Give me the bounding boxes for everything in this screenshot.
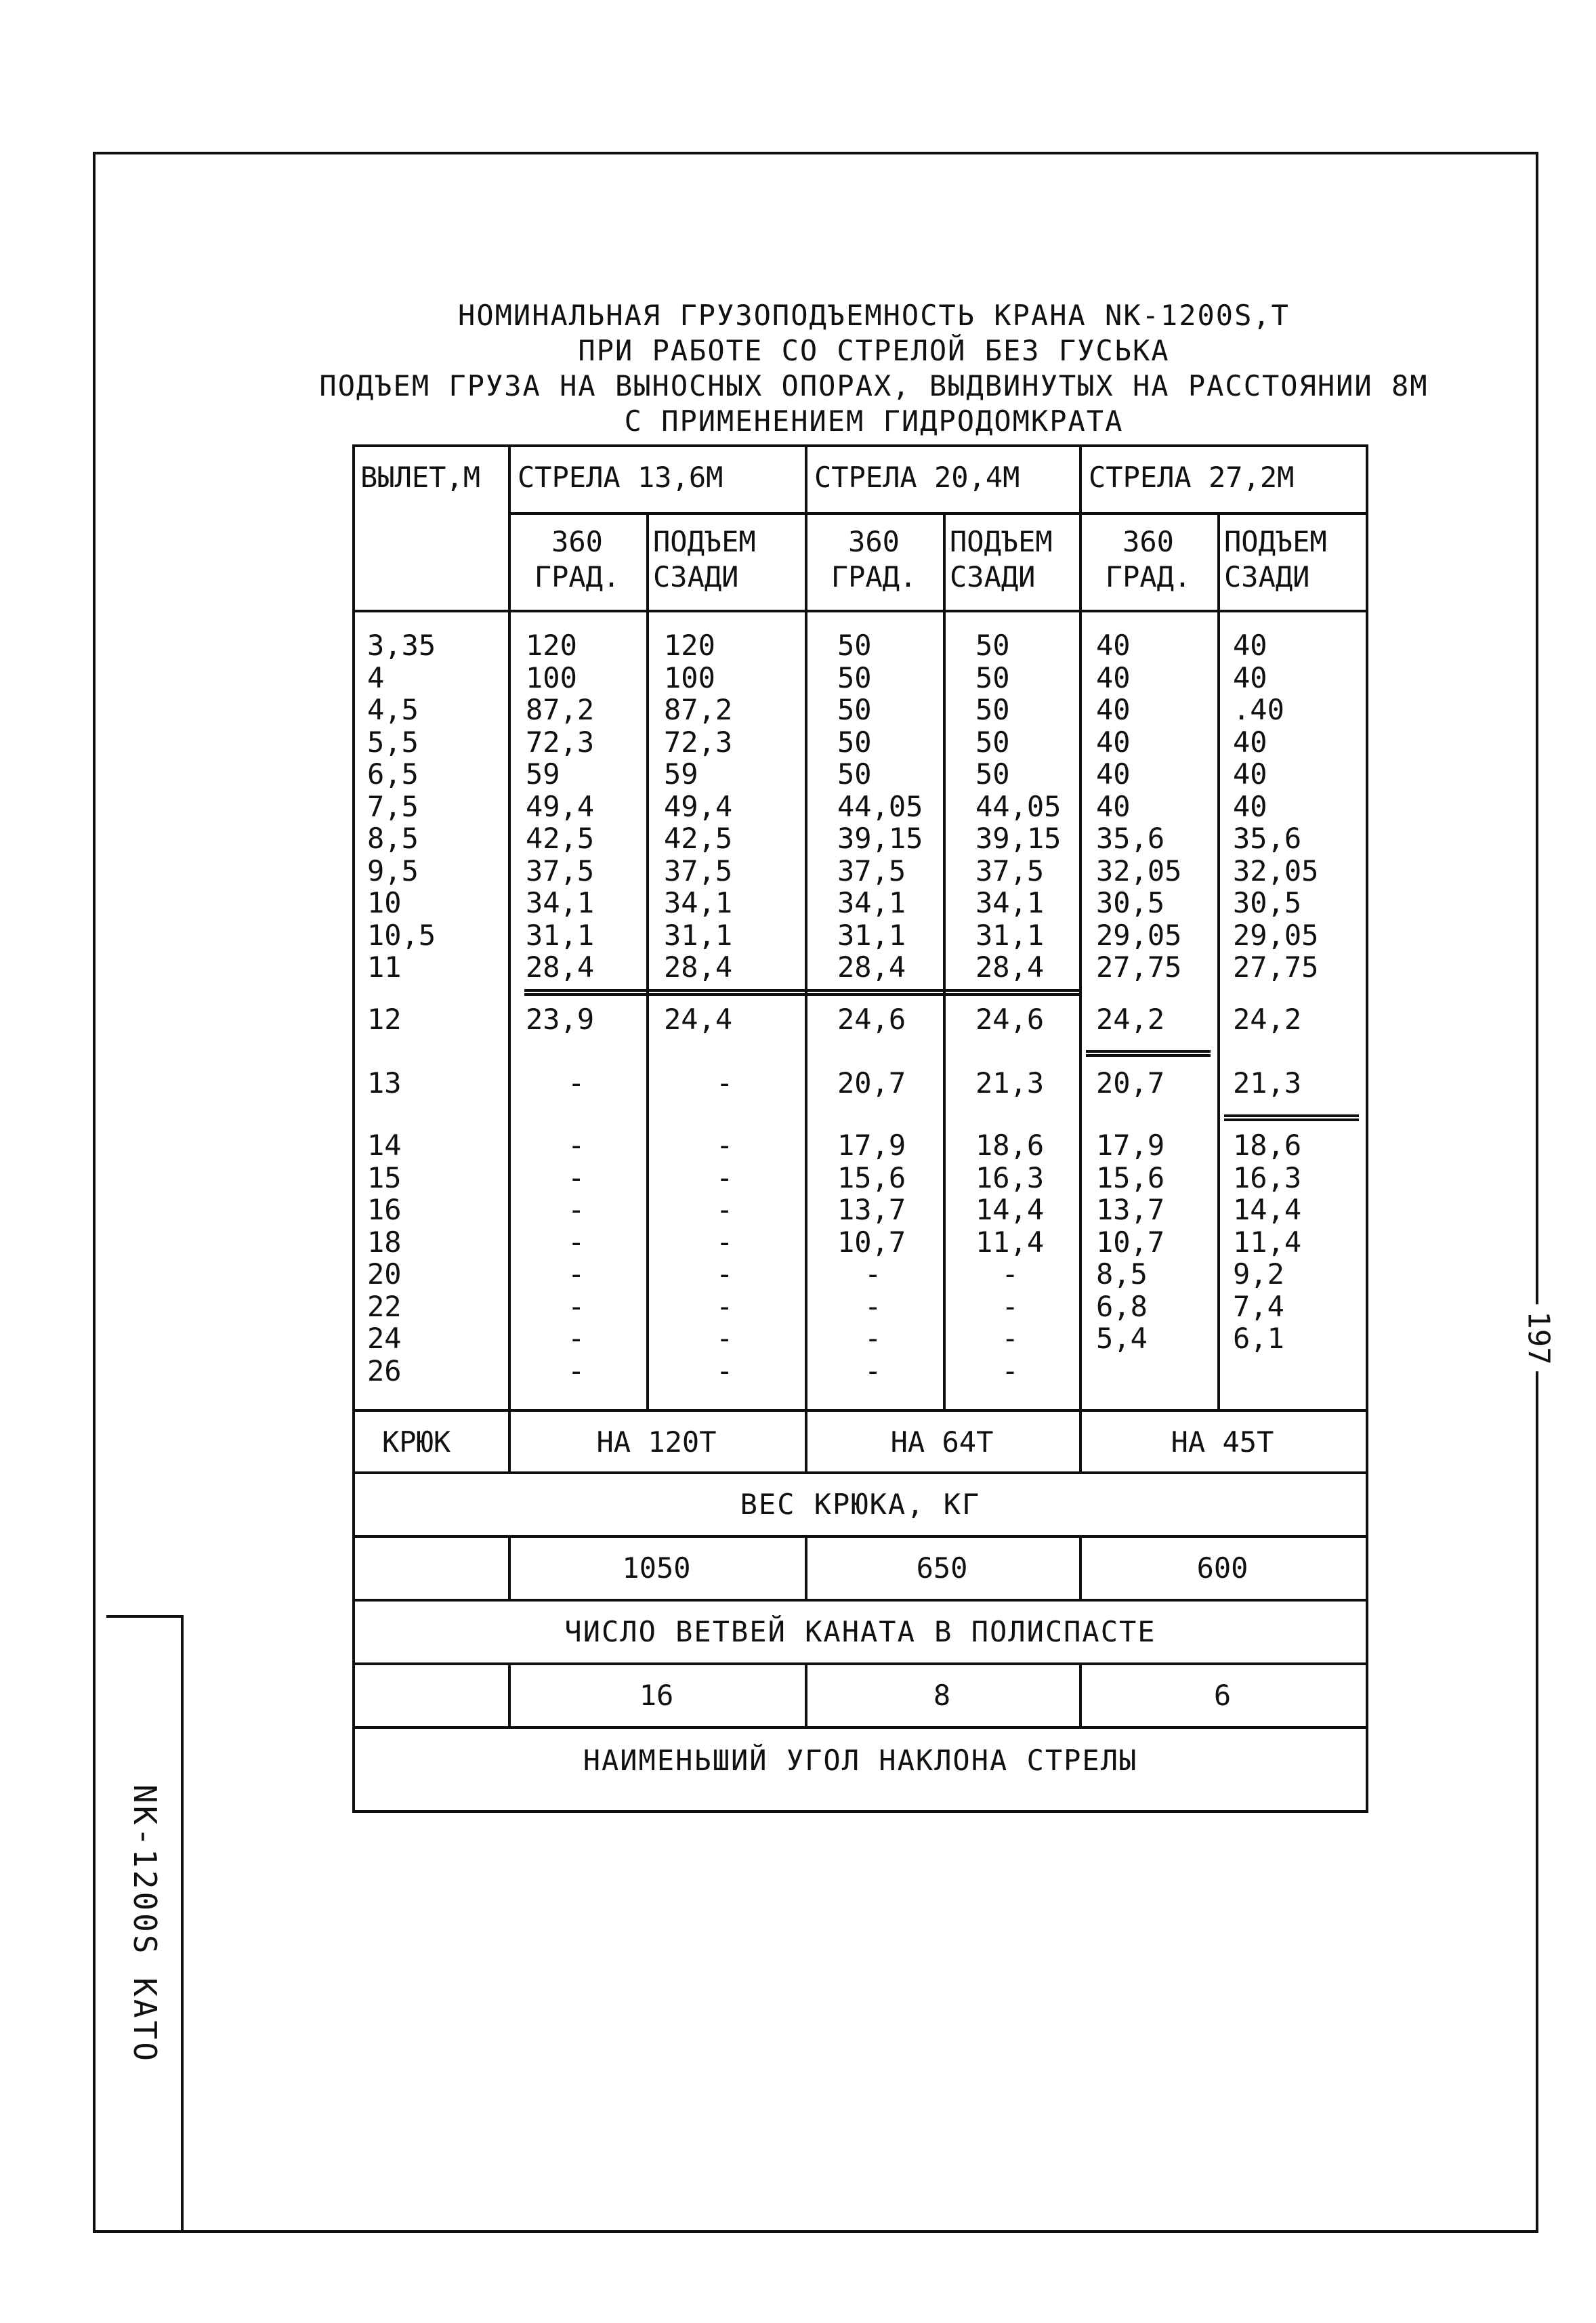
table-cell: 24,6 [837,1003,906,1036]
title-line-4: С ПРИМЕНЕНИЕМ ГИДРОДОМКРАТА [624,404,1124,438]
table-cell: - [864,1257,882,1291]
table-cell: 11,4 [1233,1225,1302,1259]
table-cell: 23,9 [526,1003,595,1036]
table-cell: 87,2 [526,693,595,726]
table-cell: 24,2 [1233,1003,1302,1036]
table-cell: 40 [1096,789,1131,823]
radius-cell: 4 [367,661,385,694]
table-cell: 14,4 [975,1193,1045,1226]
table-cell: 16,3 [1233,1160,1302,1194]
table-cell: 29,05 [1096,918,1182,952]
table-cell: 7,4 [1233,1289,1284,1323]
table-cell: 10,7 [1096,1225,1165,1259]
table-cell: 49,4 [664,789,733,823]
table-cell: - [864,1354,882,1387]
table-cell: 13,7 [837,1193,906,1226]
table-cell: 34,1 [837,886,906,919]
table-cell: 31,1 [837,918,906,952]
rope-parts-value: 8 [933,1679,951,1712]
table-cell: - [864,1289,882,1323]
table-cell: 50 [975,757,1010,791]
table-cell: - [716,1322,734,1355]
radius-cell: 8,5 [367,822,419,855]
radius-cell: 16 [367,1193,402,1226]
rope-parts-value: 6 [1213,1679,1232,1712]
boom-header: СТРЕЛА 20,4М [814,461,1020,494]
table-cell: 50 [975,661,1010,694]
table-cell: - [568,1225,585,1259]
table-cell: 32,05 [1096,854,1182,887]
radius-cell: 15 [367,1160,402,1194]
limit-double-line [1086,1050,1211,1057]
table-cell: - [716,1289,734,1323]
min-angle-label: НАИМЕНЬШИЙ УГОЛ НАКЛОНА СТРЕЛЫ [583,1744,1138,1777]
table-cell: 15,6 [837,1160,906,1194]
table-cell: - [1001,1322,1019,1355]
table-cell: 50 [837,693,872,726]
table-cell: 8,5 [1096,1257,1148,1291]
col-divider [943,512,946,1409]
table-cell: - [568,1129,585,1162]
radius-cell: 3,35 [367,629,436,662]
hook-type: НА 120Т [596,1425,717,1459]
row-divider [355,1599,1366,1602]
table-cell: 37,5 [975,854,1045,887]
radius-cell: 20 [367,1257,402,1291]
table-cell: - [716,1193,734,1226]
page-number: 197 [1521,1304,1556,1371]
table-cell: - [716,1354,734,1387]
table-cell: - [716,1129,734,1162]
row-divider [355,1471,1366,1474]
table-cell: 72,3 [526,725,595,759]
table-cell: 39,15 [975,822,1062,855]
table-cell: 21,3 [1233,1066,1302,1100]
hook-weight-label: ВЕС КРЮКА, КГ [740,1488,981,1521]
table-cell: 24,6 [975,1003,1045,1036]
col-divider [646,512,649,1409]
radius-cell: 11 [367,950,402,984]
table-cell: 35,6 [1233,822,1302,855]
table-cell: 50 [975,725,1010,759]
table-cell: 5,4 [1096,1322,1148,1355]
table-cell: 40 [1233,629,1267,662]
table-cell: 40 [1096,693,1131,726]
table-cell: - [1001,1257,1019,1291]
radius-header: ВЫЛЕТ,М [360,461,481,494]
table-cell: 30,5 [1233,886,1302,919]
rope-parts-label: ЧИСЛО ВЕТВЕЙ КАНАТА В ПОЛИСПАСТЕ [564,1615,1156,1648]
table-cell: 37,5 [664,854,733,887]
table-cell: 100 [526,661,577,694]
sub-header-rear: ПОДЪЕМ СЗАДИ [653,525,756,593]
table-cell: - [568,1193,585,1226]
table-cell: 31,1 [664,918,733,952]
radius-cell: 6,5 [367,757,419,791]
sub-header-rear: ПОДЪЕМ СЗАДИ [950,525,1053,593]
table-cell: 17,9 [1096,1129,1165,1162]
table-cell: 35,6 [1096,822,1165,855]
table-cell: - [716,1225,734,1259]
sub-header-360: 360 ГРАД. [831,525,917,593]
table-cell: 34,1 [664,886,733,919]
table-cell: - [568,1160,585,1194]
table-cell: .40 [1233,693,1284,726]
table-cell: 39,15 [837,822,923,855]
table-cell: 37,5 [837,854,906,887]
table-cell: 11,4 [975,1225,1045,1259]
hook-label: КРЮК [382,1425,451,1459]
table-cell: 40 [1096,661,1131,694]
table-cell: 28,4 [526,950,595,984]
table-cell: 28,4 [837,950,906,984]
table-cell: 9,2 [1233,1257,1284,1291]
radius-cell: 12 [367,1003,402,1036]
radius-cell: 4,5 [367,693,419,726]
table-cell: - [864,1322,882,1355]
col-divider [1217,512,1220,1409]
radius-cell: 5,5 [367,725,419,759]
table-cell: 40 [1233,757,1267,791]
hook-type: НА 45Т [1171,1425,1274,1459]
row-divider [355,1662,1366,1665]
radius-cell: 7,5 [367,789,419,823]
sub-header-360: 360 ГРАД. [1105,525,1192,593]
table-cell: 17,9 [837,1129,906,1162]
table-cell: 100 [664,661,715,694]
table-cell: - [1001,1289,1019,1323]
hook-weight-value: 600 [1196,1551,1248,1585]
table-cell: 31,1 [975,918,1045,952]
table-cell: 27,75 [1096,950,1182,984]
table-cell: 6,8 [1096,1289,1148,1323]
hook-weight-value: 1050 [622,1551,691,1585]
boom-header: СТРЕЛА 13,6М [518,461,723,494]
radius-cell: 13 [367,1066,402,1100]
row-divider [355,1535,1366,1538]
radius-cell: 22 [367,1289,402,1323]
table-cell: 18,6 [975,1129,1045,1162]
row-divider [355,1726,1366,1729]
table-cell: 40 [1096,629,1131,662]
table-cell: 28,4 [664,950,733,984]
table-cell: 59 [526,757,560,791]
load-chart-table [352,444,1368,1813]
radius-cell: 18 [367,1225,402,1259]
table-cell: - [1001,1354,1019,1387]
sub-header-rear: ПОДЪЕМ СЗАДИ [1224,525,1327,593]
table-cell: 34,1 [975,886,1045,919]
hook-weight-value: 650 [916,1551,968,1585]
table-cell: 42,5 [664,822,733,855]
table-cell: 44,05 [975,789,1062,823]
table-cell: 16,3 [975,1160,1045,1194]
table-cell: 50 [837,757,872,791]
table-cell: 50 [975,629,1010,662]
table-cell: 21,3 [975,1066,1045,1100]
title-line-3: ПОДЪЕМ ГРУЗА НА ВЫНОСНЫХ ОПОРАХ, ВЫДВИНУТЫХ НА РАССТОЯНИИ 8М [319,369,1429,402]
header-divider [508,512,1366,515]
table-cell: 120 [664,629,715,662]
rope-parts-value: 16 [639,1679,674,1712]
table-cell: 49,4 [526,789,595,823]
table-cell: 13,7 [1096,1193,1165,1226]
table-cell: 30,5 [1096,886,1165,919]
table-cell: 24,4 [664,1003,733,1036]
sub-header-360: 360 ГРАД. [534,525,621,593]
table-cell: - [716,1257,734,1291]
boom-header: СТРЕЛА 27,2М [1089,461,1295,494]
table-cell: 40 [1233,789,1267,823]
row-divider [355,1409,1366,1412]
table-cell: 37,5 [526,854,595,887]
table-cell: - [568,1066,585,1100]
radius-cell: 10,5 [367,918,436,952]
radius-cell: 14 [367,1129,402,1162]
limit-double-line [524,989,1079,996]
title-line-1: НОМИНАЛЬНАЯ ГРУЗОПОДЪЕМНОСТЬ КРАНА NK-1200S,Т [458,299,1290,332]
table-title [217,298,1531,439]
table-cell: 20,7 [1096,1066,1165,1100]
table-cell: 50 [837,661,872,694]
table-cell: 40 [1233,725,1267,759]
limit-double-line [1224,1114,1359,1121]
table-cell: 50 [837,629,872,662]
header-bottom-line [355,610,1366,612]
table-cell: 14,4 [1233,1193,1302,1226]
table-cell: 10,7 [837,1225,906,1259]
radius-cell: 10 [367,886,402,919]
table-cell: - [716,1160,734,1194]
table-cell: - [568,1289,585,1323]
table-cell: 29,05 [1233,918,1319,952]
radius-cell: 26 [367,1354,402,1387]
radius-cell: 24 [367,1322,402,1355]
table-cell: - [568,1322,585,1355]
table-cell: 40 [1233,661,1267,694]
table-cell: 31,1 [526,918,595,952]
table-cell: 40 [1096,725,1131,759]
table-cell: 72,3 [664,725,733,759]
table-cell: - [568,1257,585,1291]
table-cell: 27,75 [1233,950,1319,984]
table-cell: 32,05 [1233,854,1319,887]
table-cell: - [568,1354,585,1387]
table-cell: 42,5 [526,822,595,855]
table-cell: 20,7 [837,1066,906,1100]
table-cell: 34,1 [526,886,595,919]
table-cell: 24,2 [1096,1003,1165,1036]
table-cell: 120 [526,629,577,662]
radius-cell: 9,5 [367,854,419,887]
title-line-2: ПРИ РАБОТЕ СО СТРЕЛОЙ БЕЗ ГУСЬКА [578,334,1170,367]
table-cell: 44,05 [837,789,923,823]
table-cell: 6,1 [1233,1322,1284,1355]
table-cell: 15,6 [1096,1160,1165,1194]
table-cell: 40 [1096,757,1131,791]
side-label: NK-1200S КАТО [127,1784,163,2064]
table-cell: 28,4 [975,950,1045,984]
table-cell: 50 [837,725,872,759]
table-cell: 59 [664,757,698,791]
table-cell: 50 [975,693,1010,726]
table-cell: - [716,1066,734,1100]
table-cell: 18,6 [1233,1129,1302,1162]
table-cell: 87,2 [664,693,733,726]
hook-type: НА 64Т [890,1425,994,1459]
